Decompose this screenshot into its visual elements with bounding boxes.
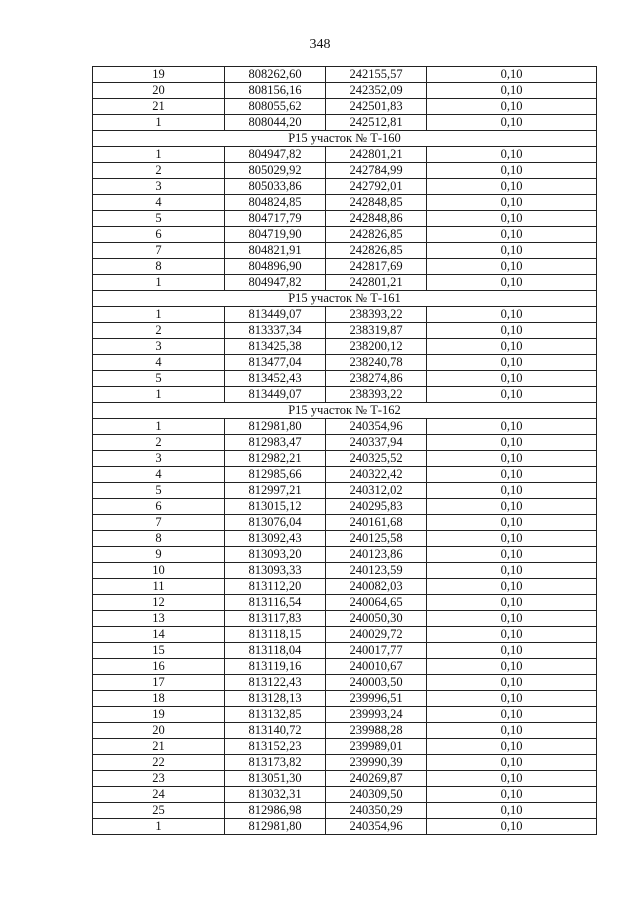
point-number-cell: 5 [93, 211, 225, 227]
accuracy-cell: 0,10 [427, 627, 597, 643]
point-number-cell: 6 [93, 227, 225, 243]
point-number-cell: 12 [93, 595, 225, 611]
point-number-cell: 4 [93, 355, 225, 371]
x-coordinate-cell: 808262,60 [225, 67, 326, 83]
accuracy-cell: 0,10 [427, 483, 597, 499]
point-number-cell: 7 [93, 515, 225, 531]
y-coordinate-cell: 240354,96 [326, 819, 427, 835]
x-coordinate-cell: 813119,16 [225, 659, 326, 675]
point-number-cell: 8 [93, 531, 225, 547]
table-row [93, 323, 597, 339]
accuracy-cell: 0,10 [427, 531, 597, 547]
point-number-cell: 2 [93, 323, 225, 339]
accuracy-cell: 0,10 [427, 547, 597, 563]
point-number-cell: 1 [93, 275, 225, 291]
point-number-cell: 5 [93, 483, 225, 499]
y-coordinate-cell: 240082,03 [326, 579, 427, 595]
x-coordinate-cell: 804717,79 [225, 211, 326, 227]
x-coordinate-cell: 804896,90 [225, 259, 326, 275]
table-row [93, 675, 597, 691]
y-coordinate-cell: 240325,52 [326, 451, 427, 467]
y-coordinate-cell: 238319,87 [326, 323, 427, 339]
point-number-cell: 1 [93, 419, 225, 435]
table-row [93, 83, 597, 99]
y-coordinate-cell: 239990,39 [326, 755, 427, 771]
table-row [93, 435, 597, 451]
accuracy-cell: 0,10 [427, 163, 597, 179]
x-coordinate-cell: 805029,92 [225, 163, 326, 179]
table-row [93, 819, 597, 835]
x-coordinate-cell: 813132,85 [225, 707, 326, 723]
y-coordinate-cell: 239993,24 [326, 707, 427, 723]
accuracy-cell: 0,10 [427, 67, 597, 83]
x-coordinate-cell: 812982,21 [225, 451, 326, 467]
y-coordinate-cell: 240064,65 [326, 595, 427, 611]
accuracy-cell: 0,10 [427, 371, 597, 387]
point-number-cell: 19 [93, 67, 225, 83]
y-coordinate-cell: 242352,09 [326, 83, 427, 99]
accuracy-cell: 0,10 [427, 323, 597, 339]
x-coordinate-cell: 804947,82 [225, 275, 326, 291]
point-number-cell: 20 [93, 723, 225, 739]
coordinates-table [92, 66, 597, 835]
point-number-cell: 13 [93, 611, 225, 627]
x-coordinate-cell: 813112,20 [225, 579, 326, 595]
accuracy-cell: 0,10 [427, 643, 597, 659]
table-row [93, 643, 597, 659]
table-row [93, 387, 597, 403]
point-number-cell: 20 [93, 83, 225, 99]
accuracy-cell: 0,10 [427, 819, 597, 835]
x-coordinate-cell: 813117,83 [225, 611, 326, 627]
accuracy-cell: 0,10 [427, 803, 597, 819]
y-coordinate-cell: 239988,28 [326, 723, 427, 739]
point-number-cell: 3 [93, 339, 225, 355]
table-row [93, 595, 597, 611]
y-coordinate-cell: 240123,86 [326, 547, 427, 563]
table-row [93, 627, 597, 643]
section-title: Р15 участок № Т-161 [93, 291, 597, 307]
x-coordinate-cell: 804947,82 [225, 147, 326, 163]
x-coordinate-cell: 808055,62 [225, 99, 326, 115]
accuracy-cell: 0,10 [427, 611, 597, 627]
x-coordinate-cell: 805033,86 [225, 179, 326, 195]
y-coordinate-cell: 240125,58 [326, 531, 427, 547]
x-coordinate-cell: 808156,16 [225, 83, 326, 99]
x-coordinate-cell: 813118,04 [225, 643, 326, 659]
table-row [93, 99, 597, 115]
y-coordinate-cell: 238240,78 [326, 355, 427, 371]
point-number-cell: 8 [93, 259, 225, 275]
accuracy-cell: 0,10 [427, 259, 597, 275]
table-row [93, 659, 597, 675]
y-coordinate-cell: 242801,21 [326, 147, 427, 163]
accuracy-cell: 0,10 [427, 499, 597, 515]
table-row [93, 611, 597, 627]
point-number-cell: 19 [93, 707, 225, 723]
x-coordinate-cell: 812983,47 [225, 435, 326, 451]
accuracy-cell: 0,10 [427, 595, 597, 611]
y-coordinate-cell: 240161,68 [326, 515, 427, 531]
accuracy-cell: 0,10 [427, 179, 597, 195]
x-coordinate-cell: 813032,31 [225, 787, 326, 803]
point-number-cell: 16 [93, 659, 225, 675]
x-coordinate-cell: 813449,07 [225, 307, 326, 323]
table-row [93, 355, 597, 371]
point-number-cell: 5 [93, 371, 225, 387]
y-coordinate-cell: 240354,96 [326, 419, 427, 435]
x-coordinate-cell: 812985,66 [225, 467, 326, 483]
accuracy-cell: 0,10 [427, 787, 597, 803]
section-title: Р15 участок № Т-160 [93, 131, 597, 147]
x-coordinate-cell: 812981,80 [225, 419, 326, 435]
point-number-cell: 14 [93, 627, 225, 643]
point-number-cell: 3 [93, 179, 225, 195]
point-number-cell: 9 [93, 547, 225, 563]
x-coordinate-cell: 812981,80 [225, 819, 326, 835]
y-coordinate-cell: 240003,50 [326, 675, 427, 691]
table-row [93, 803, 597, 819]
x-coordinate-cell: 804824,85 [225, 195, 326, 211]
y-coordinate-cell: 242801,21 [326, 275, 427, 291]
table-row [93, 275, 597, 291]
point-number-cell: 22 [93, 755, 225, 771]
accuracy-cell: 0,10 [427, 339, 597, 355]
x-coordinate-cell: 813092,43 [225, 531, 326, 547]
page-number: 348 [309, 37, 331, 52]
accuracy-cell: 0,10 [427, 675, 597, 691]
table-row [93, 787, 597, 803]
y-coordinate-cell: 238200,12 [326, 339, 427, 355]
point-number-cell: 6 [93, 499, 225, 515]
y-coordinate-cell: 240322,42 [326, 467, 427, 483]
x-coordinate-cell: 813118,15 [225, 627, 326, 643]
accuracy-cell: 0,10 [427, 243, 597, 259]
y-coordinate-cell: 242826,85 [326, 227, 427, 243]
table-row [93, 163, 597, 179]
x-coordinate-cell: 813015,12 [225, 499, 326, 515]
accuracy-cell: 0,10 [427, 435, 597, 451]
accuracy-cell: 0,10 [427, 771, 597, 787]
y-coordinate-cell: 240295,83 [326, 499, 427, 515]
accuracy-cell: 0,10 [427, 307, 597, 323]
table-row [93, 563, 597, 579]
point-number-cell: 1 [93, 387, 225, 403]
table-row [93, 243, 597, 259]
accuracy-cell: 0,10 [427, 83, 597, 99]
x-coordinate-cell: 813173,82 [225, 755, 326, 771]
table-row [93, 227, 597, 243]
table-row [93, 339, 597, 355]
y-coordinate-cell: 242826,85 [326, 243, 427, 259]
table-row [93, 707, 597, 723]
x-coordinate-cell: 813140,72 [225, 723, 326, 739]
table-row [93, 147, 597, 163]
x-coordinate-cell: 813128,13 [225, 691, 326, 707]
table-row [93, 691, 597, 707]
accuracy-cell: 0,10 [427, 659, 597, 675]
point-number-cell: 11 [93, 579, 225, 595]
coordinates-table-body [93, 67, 597, 835]
table-row [93, 499, 597, 515]
table-row [93, 547, 597, 563]
table-row [93, 771, 597, 787]
y-coordinate-cell: 238393,22 [326, 307, 427, 323]
y-coordinate-cell: 240337,94 [326, 435, 427, 451]
point-number-cell: 18 [93, 691, 225, 707]
table-row [93, 259, 597, 275]
y-coordinate-cell: 240029,72 [326, 627, 427, 643]
point-number-cell: 21 [93, 739, 225, 755]
point-number-cell: 24 [93, 787, 225, 803]
accuracy-cell: 0,10 [427, 115, 597, 131]
y-coordinate-cell: 242792,01 [326, 179, 427, 195]
point-number-cell: 1 [93, 115, 225, 131]
section-header-row [93, 403, 597, 419]
x-coordinate-cell: 808044,20 [225, 115, 326, 131]
y-coordinate-cell: 238393,22 [326, 387, 427, 403]
table-row [93, 115, 597, 131]
point-number-cell: 17 [93, 675, 225, 691]
accuracy-cell: 0,10 [427, 707, 597, 723]
table-row [93, 723, 597, 739]
accuracy-cell: 0,10 [427, 99, 597, 115]
accuracy-cell: 0,10 [427, 147, 597, 163]
table-row [93, 579, 597, 595]
point-number-cell: 3 [93, 451, 225, 467]
section-title: Р15 участок № Т-162 [93, 403, 597, 419]
section-header-row [93, 291, 597, 307]
y-coordinate-cell: 242848,86 [326, 211, 427, 227]
x-coordinate-cell: 813051,30 [225, 771, 326, 787]
point-number-cell: 4 [93, 467, 225, 483]
y-coordinate-cell: 242848,85 [326, 195, 427, 211]
accuracy-cell: 0,10 [427, 451, 597, 467]
table-row [93, 419, 597, 435]
point-number-cell: 1 [93, 819, 225, 835]
accuracy-cell: 0,10 [427, 755, 597, 771]
table-row [93, 451, 597, 467]
accuracy-cell: 0,10 [427, 723, 597, 739]
x-coordinate-cell: 812986,98 [225, 803, 326, 819]
x-coordinate-cell: 813076,04 [225, 515, 326, 531]
point-number-cell: 15 [93, 643, 225, 659]
table-row [93, 179, 597, 195]
point-number-cell: 4 [93, 195, 225, 211]
y-coordinate-cell: 239996,51 [326, 691, 427, 707]
table-row [93, 307, 597, 323]
point-number-cell: 2 [93, 163, 225, 179]
point-number-cell: 25 [93, 803, 225, 819]
y-coordinate-cell: 240050,30 [326, 611, 427, 627]
y-coordinate-cell: 240017,77 [326, 643, 427, 659]
x-coordinate-cell: 813337,34 [225, 323, 326, 339]
table-row [93, 467, 597, 483]
y-coordinate-cell: 240010,67 [326, 659, 427, 675]
accuracy-cell: 0,10 [427, 227, 597, 243]
accuracy-cell: 0,10 [427, 355, 597, 371]
table-row [93, 195, 597, 211]
point-number-cell: 23 [93, 771, 225, 787]
accuracy-cell: 0,10 [427, 515, 597, 531]
y-coordinate-cell: 242155,57 [326, 67, 427, 83]
point-number-cell: 1 [93, 147, 225, 163]
point-number-cell: 1 [93, 307, 225, 323]
x-coordinate-cell: 813122,43 [225, 675, 326, 691]
accuracy-cell: 0,10 [427, 739, 597, 755]
accuracy-cell: 0,10 [427, 419, 597, 435]
table-row [93, 67, 597, 83]
accuracy-cell: 0,10 [427, 387, 597, 403]
table-row [93, 211, 597, 227]
y-coordinate-cell: 240123,59 [326, 563, 427, 579]
accuracy-cell: 0,10 [427, 195, 597, 211]
point-number-cell: 7 [93, 243, 225, 259]
accuracy-cell: 0,10 [427, 211, 597, 227]
table-row [93, 483, 597, 499]
y-coordinate-cell: 242501,83 [326, 99, 427, 115]
table-row [93, 371, 597, 387]
x-coordinate-cell: 804821,91 [225, 243, 326, 259]
table-row [93, 755, 597, 771]
y-coordinate-cell: 238274,86 [326, 371, 427, 387]
point-number-cell: 2 [93, 435, 225, 451]
y-coordinate-cell: 240312,02 [326, 483, 427, 499]
y-coordinate-cell: 242817,69 [326, 259, 427, 275]
y-coordinate-cell: 240350,29 [326, 803, 427, 819]
y-coordinate-cell: 239989,01 [326, 739, 427, 755]
point-number-cell: 21 [93, 99, 225, 115]
y-coordinate-cell: 240269,87 [326, 771, 427, 787]
x-coordinate-cell: 813093,33 [225, 563, 326, 579]
accuracy-cell: 0,10 [427, 467, 597, 483]
table-row [93, 531, 597, 547]
x-coordinate-cell: 804719,90 [225, 227, 326, 243]
x-coordinate-cell: 813449,07 [225, 387, 326, 403]
y-coordinate-cell: 240309,50 [326, 787, 427, 803]
section-header-row [93, 131, 597, 147]
accuracy-cell: 0,10 [427, 563, 597, 579]
accuracy-cell: 0,10 [427, 579, 597, 595]
x-coordinate-cell: 813116,54 [225, 595, 326, 611]
table-row [93, 739, 597, 755]
x-coordinate-cell: 813425,38 [225, 339, 326, 355]
accuracy-cell: 0,10 [427, 275, 597, 291]
x-coordinate-cell: 813093,20 [225, 547, 326, 563]
x-coordinate-cell: 812997,21 [225, 483, 326, 499]
point-number-cell: 10 [93, 563, 225, 579]
table-row [93, 515, 597, 531]
x-coordinate-cell: 813477,04 [225, 355, 326, 371]
y-coordinate-cell: 242512,81 [326, 115, 427, 131]
x-coordinate-cell: 813452,43 [225, 371, 326, 387]
y-coordinate-cell: 242784,99 [326, 163, 427, 179]
x-coordinate-cell: 813152,23 [225, 739, 326, 755]
accuracy-cell: 0,10 [427, 691, 597, 707]
